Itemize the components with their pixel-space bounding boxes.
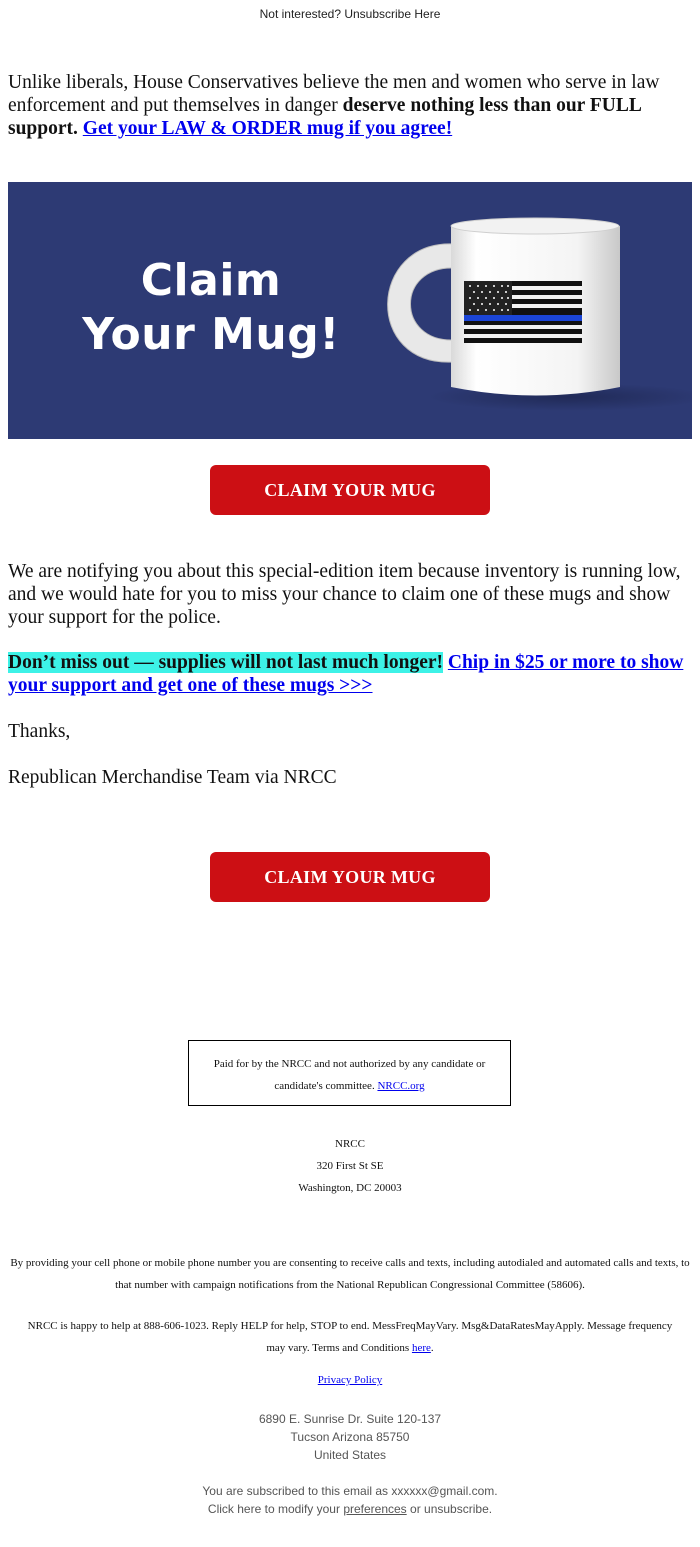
modify-preferences-line [0,1500,700,1518]
signature-text: Republican Merchandise Team via NRCC [8,767,337,788]
intro-bold-text: deserve nothing less than our FULL support. [8,95,641,139]
inventory-paragraph: We are notifying you about this special-edition item because inventory is running low, and we would hate for you to miss your chance to claim one of these mugs and show your support for the police. [8,561,681,628]
claim-mug-banner[interactable] [8,182,692,439]
paid-for-disclaimer [188,1040,511,1106]
mug-image [8,182,692,439]
unsubscribe-bar[interactable] [0,7,700,21]
intro-paragraph [8,71,696,140]
subscribed-email-text: You are subscribed to this email as xxxxxx@gmail.com. [202,1484,498,1498]
unsubscribe-post-text[interactable]: or unsubscribe. [410,1502,493,1516]
addr2-line2: Tucson Arizona 85750 [290,1430,410,1444]
privacy-policy-link[interactable]: Privacy Policy [317,1374,383,1386]
preferences-link[interactable]: preferences [343,1502,407,1516]
highlight-text: Don’t miss out — supplies will not last much longer! [8,652,443,673]
nrcc-address [0,1133,700,1199]
addr2-line3: United States [313,1448,387,1462]
urgency-paragraph [8,651,696,697]
addr2-line1: 6890 E. Sunrise Dr. Suite 120-137 [258,1412,442,1426]
street-address: 320 First St SE [316,1160,384,1172]
help-text: NRCC is happy to help at 888-606-1023. Reply HELP for help, STOP to end. MessFreqMayVary. Msg&DataRatesMayApply. Message frequency may vary. Terms and Conditions [27,1320,673,1354]
sms-consent-text: By providing your cell phone or mobile phone number you are consenting to receive calls and texts, including autodialed and automated calls and texts, to that number with campaign notifications from the National Republican Congressional Committee (58606). [10,1257,690,1291]
claim-mug-button-bottom[interactable]: CLAIM YOUR MUG [210,852,490,902]
thin-blue-line-flag-icon [464,281,582,343]
nrcc-org-link[interactable]: NRCC.org [377,1080,425,1092]
modify-pre-text: Click here to modify your [207,1502,340,1516]
chip-in-link[interactable]: Chip in $25 or more to show your support and get one of these mugs >>> [8,652,684,696]
banner-line-2: Your Mug! [82,309,340,360]
subscription-info [0,1482,700,1518]
mailing-address [0,1410,700,1464]
terms-here-link[interactable]: here [411,1342,431,1354]
law-order-mug-link[interactable]: Get your LAW & ORDER mug if you agree! [82,118,453,139]
unsubscribe-link[interactable]: Not interested? Unsubscribe Here [259,7,441,21]
disclaimer-text: Paid for by the NRCC and not authorized by any candidate or candidate's committee. [213,1058,486,1092]
thanks-text: Thanks, [8,721,71,742]
org-name: NRCC [335,1138,365,1150]
privacy-block [0,1369,700,1391]
banner-line-1: Claim [140,255,282,306]
claim-mug-button-top[interactable]: CLAIM YOUR MUG [210,465,490,515]
intro-text: Unlike liberals, House Conservatives believe the men and women who serve in law enforcement and put themselves in danger [8,72,660,116]
help-text-block: NRCC is happy to help at 888-606-1023. Reply HELP for help, STOP to end. MessFreqMayVary. Msg&DataRatesMayApply. Message frequency may vary. Terms and Conditions here. [27,1320,673,1354]
city-state-zip: Washington, DC 20003 [298,1182,402,1194]
